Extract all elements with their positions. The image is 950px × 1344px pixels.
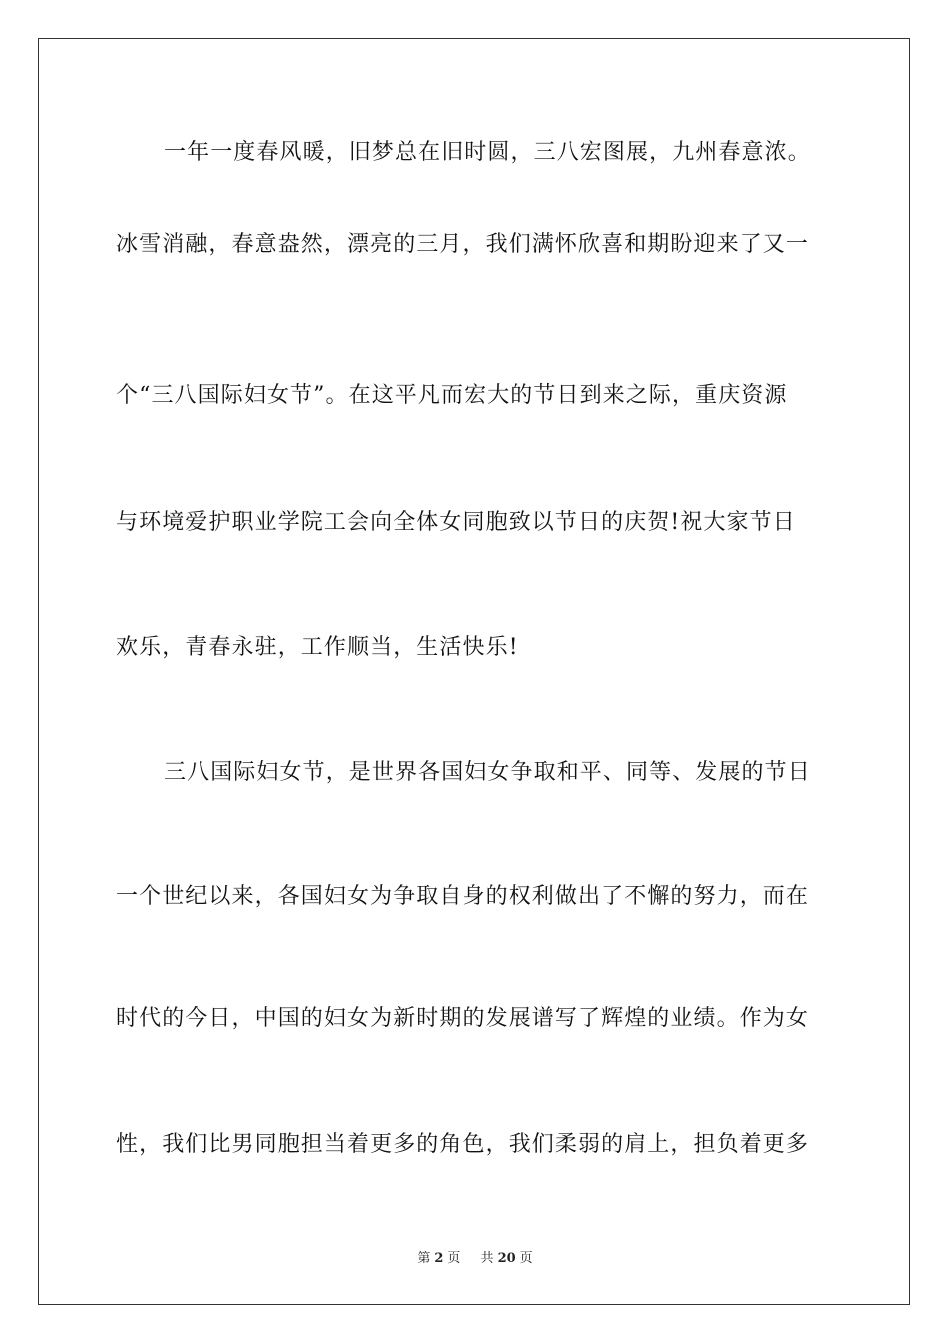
total-prefix: 共 (480, 1251, 494, 1266)
paragraph-1-line-5: 欢乐，青春永驻，工作顺当，生活快乐! (116, 635, 519, 660)
total-pages: 20 (497, 1251, 516, 1266)
paragraph-2-line-3: 时代的今日，中国的妇女为新时期的发展谱写了辉煌的业绩。作为女 (116, 1006, 810, 1031)
page-number: 2 (434, 1251, 444, 1266)
paragraph-1-line-3: 个“三八国际妇女节”。在这平凡而宏大的节日到来之际，重庆资源 (116, 383, 788, 408)
paragraph-1-line-1: 一年一度春风暖，旧梦总在旧时圆，三八宏图展，九州春意浓。 (164, 140, 811, 165)
paragraph-1-line-4: 与环境爱护职业学院工会向全体女同胞致以节日的庆贺!祝大家节日 (116, 510, 796, 535)
total-suffix: 页 (519, 1251, 533, 1266)
page-footer (0, 1247, 950, 1266)
paragraph-1-line-2: 冰雪消融，春意盎然，漂亮的三月，我们满怀欣喜和期盼迎来了又一 (116, 232, 810, 257)
page-border (38, 38, 910, 1305)
paragraph-2-line-2: 一个世纪以来，各国妇女为争取自身的权利做出了不懈的努力，而在 (116, 884, 810, 909)
page-suffix: 页 (447, 1251, 461, 1266)
page-prefix: 第 (417, 1251, 431, 1266)
total-indicator (477, 1251, 537, 1266)
paragraph-2-line-4: 性，我们比男同胞担当着更多的角色，我们柔弱的肩上，担负着更多 (116, 1132, 810, 1157)
paragraph-2-line-1: 三八国际妇女节，是世界各国妇女争取和平、同等、发展的节日 (164, 760, 811, 785)
page-indicator (413, 1251, 464, 1266)
